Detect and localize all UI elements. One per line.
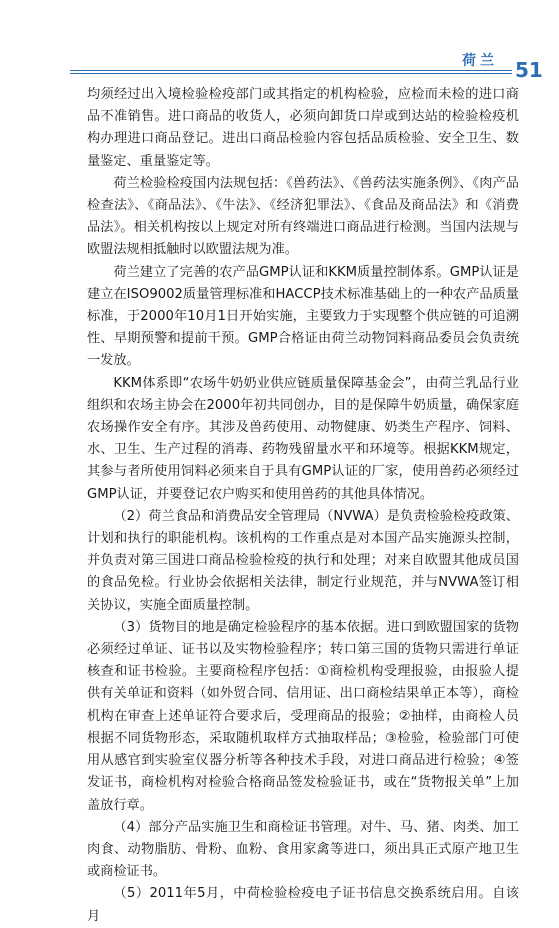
running-header-country: 荷兰: [462, 53, 498, 69]
page-header: [0, 0, 559, 90]
paragraph-domestic-regulations: 荷兰检验检疫国内法规包括：《兽药法》、《兽药法实施条例》、《肉产品检查法》、《商品法》、《牛法》、《经济犯罪法》、《食品及商品法》和《消费品法》。相关机构按以上规定对所有终端进口商品进行检测。当国内法规与欧盟法规相抵触时以欧盟法规为准。: [87, 175, 519, 258]
paragraph-e-certificate: （5）2011年5月，中荷检验检疫电子证书信息交换系统启用。自该月: [87, 886, 519, 924]
paragraph-continuation: 均须经过出入境检验检疫部门或其指定的机构检验，应检而未检的进口商品不准销售。进口商品的收货人，必须向卸货口岸或到达站的检验检疫机构办理进口商品登记。进出口商品检验内容包括品质检验、安全卫生、数量鉴定、重量鉴定等。: [87, 87, 519, 169]
paragraph-gmp-kkm: 荷兰建立了完善的农产品GMP认证和KKM质量控制体系。GMP认证是建立在ISO9002质量管理标准和HACCP技术标准基础上的一种农产品质量标准，于2000年10月1日开始实施，主要致力于实现整个供应链的可追溯性、早期预警和提前干预。GMP合格证由荷兰动物饲料商品委员会负责统一发放。: [87, 264, 519, 369]
header-rule-top: [70, 70, 512, 71]
paragraph-kkm-system: KKM体系即“农场牛奶奶业供应链质量保障基金会”，由荷兰乳品行业组织和农场主协会在2000年初共同创办，目的是保障牛奶质量，确保家庭农场操作安全有序。其涉及兽药使用、动物健康、奶类生产程序、饲料、水、卫生、生产过程的消毒、药物残留量水平和环境等。根据KKM规定，其参与者所使用饲料必须来自于具有GMP认证的厂家，使用兽药必须经过GMP认证，并要登记农户购买和使用兽药的其他具体情况。: [87, 375, 519, 502]
paragraph-certificates: （4）部分产品实施卫生和商检证书管理。对牛、马、猪、肉类、加工肉食、动物脂肪、骨粉、血粉、食用家禽等进口，须出具正式原产地卫生或商检证书。: [87, 819, 519, 880]
header-rule-bottom: [70, 73, 512, 74]
paragraph-inspection-procedure: （3）货物目的地是确定检验程序的基本依据。进口到欧盟国家的货物必须经过单证、证书以及实物检验程序；转口第三国的货物只需进行单证核查和证书检验。主要商检程序包括：①商检机构受理报验，由报验人提供有关单证和资料（如外贸合同、信用证、出口商检结果单正本等），商检机构在审查上述单证符合要求后，受理商品的报验；②抽样，由商检人员根据不同货物形态，采取随机取样方式抽取样品；③检验，检验部门可使用从感官到实验室仪器分析等各种技术手段，对进口商品进行检验；④签发证书，商检机构对检验合格商品签发检验证书，或在“货物报关单”上加盖放行章。: [87, 619, 519, 813]
body-text: [87, 84, 519, 928]
paragraph-nvwa: （2）荷兰食品和消费品安全管理局（NVWA）是负责检验检疫政策、计划和执行的职能机构。该机构的工作重点是对本国产品实施源头控制，并负责对第三国进口商品检验检疫的执行和处理；对来自欧盟其他成员国的食品免检。行业协会依据相关法律，制定行业规范，并与NVWA签订相关协议，实施全面质量控制。: [87, 508, 519, 613]
page-number: 51: [515, 58, 543, 82]
